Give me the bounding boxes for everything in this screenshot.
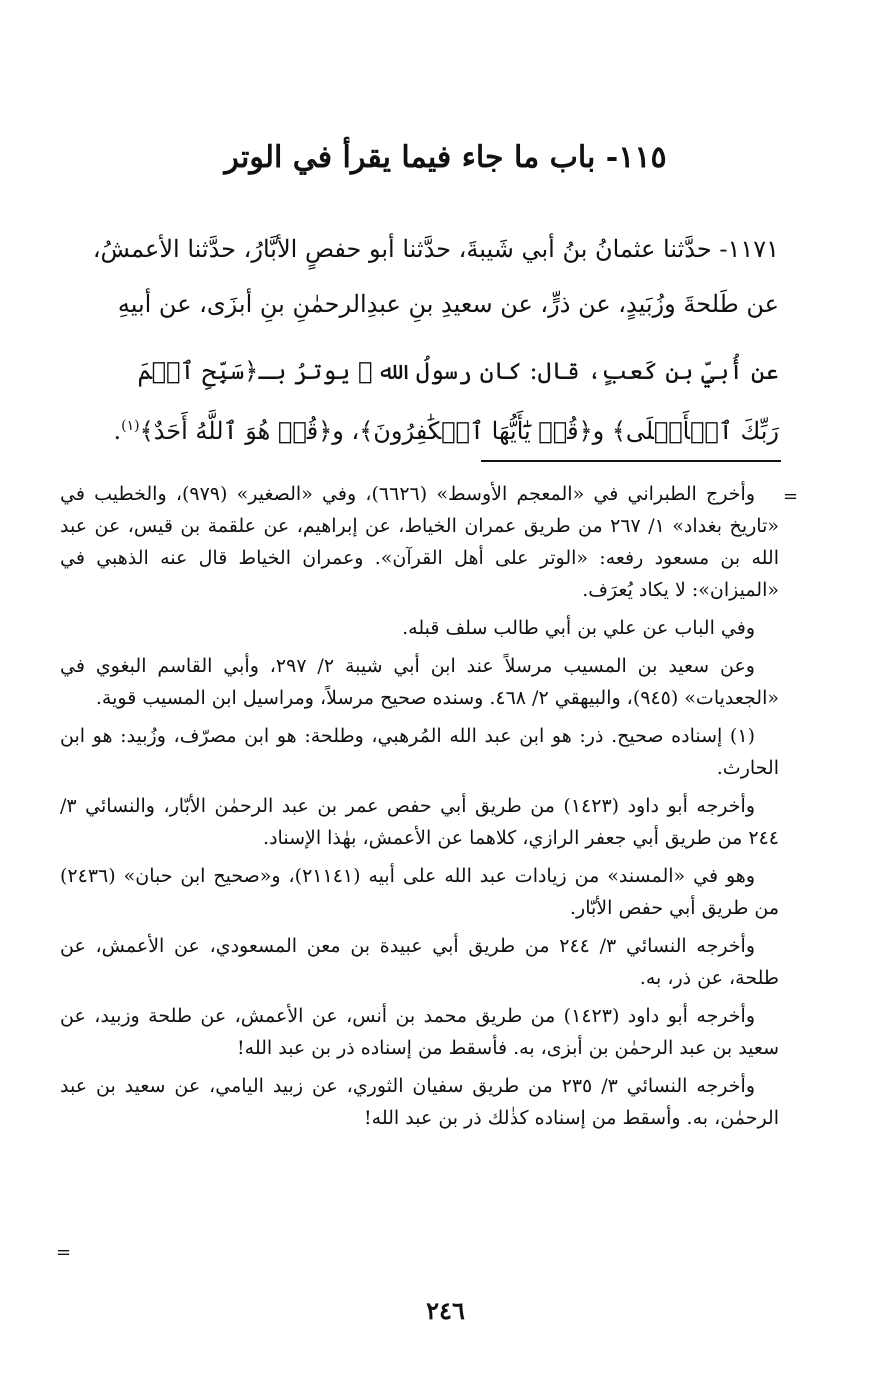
footnote-separator — [481, 460, 781, 462]
continuation-mark-bottom: = — [56, 1242, 72, 1263]
hadith-text — [60, 222, 779, 459]
hadith-line: ١١٧١- حدَّثنا عثمانُ بنُ أبي شَيبةَ، حدَّثنا أبو حفصٍ الأبَّارُ، حدَّثنا الأعمشُ، — [92, 235, 779, 263]
footnote-paragraph: وأخرجه أبو داود (١٤٢٣) من طريق محمد بن أنس، عن الأعمش، عن طلحة وزبيد، عن سعيد بن عبد الرحمٰن بن أبزى، به. فأسقط من إسناده ذر بن عبد الله! — [60, 1005, 779, 1059]
footnote-paragraph: وهو في «المسند» من زيادات عبد الله على أبيه (٢١١٤١)، و«صحيح ابن حبان» (٢٤٣٦) من طريق أبي حفص الأبّار. — [60, 865, 779, 919]
footnote-paragraph: وأخرجه أبو داود (١٤٢٣) من طريق أبي حفص عمر بن عبد الرحمٰن الأبّار، والنسائي ٣/ ٢٤٤ من طريق أبي جعفر الرازي، كلاهما عن الأعمش، بهٰذا الإسناد. — [60, 795, 779, 849]
chapter-title: ١١٥- باب ما جاء فيما يقرأ في الوتر — [224, 140, 667, 175]
footnote-paragraph: وأخرجه النسائي ٣/ ٢٤٤ من طريق أبي عبيدة بن معن المسعودي، عن الأعمش، عن طلحة، عن ذر، به. — [60, 935, 779, 989]
continuation-mark-top: = — [783, 486, 799, 507]
hadith-line-final — [60, 399, 779, 459]
footnotes — [60, 478, 779, 1140]
page-number: ٢٤٦ — [426, 1296, 465, 1325]
footnote-paragraph: (١) إسناده صحيح. ذر: هو ابن عبد الله المُرهبي، وطلحة: هو ابن مصرّف، وزُبيد: هو ابن الحارث. — [60, 725, 779, 779]
sentence-end: . — [113, 417, 122, 445]
hadith-line: رَبِّكَ ٱلۡأَعۡلَى﴾ و﴿قُلۡ يَٰٓأَيُّهَا ٱلۡكَٰفِرُونَ﴾، و﴿قُلۡ هُوَ ٱللَّهُ أَحَدٌ﴾ — [139, 417, 779, 445]
footnote-reference: (١) — [121, 418, 140, 434]
footnote-paragraph: وأخرج الطبراني في «المعجم الأوسط» (٦٦٢٦)، وفي «الصغير» (٩٧٩)، والخطيب في «تاريخ بغداد» ١/ ٢٦٧ من طريق عمران الخياط، عن إبراهيم، عن علقمة بن قيس، عن عبد الله بن مسعود رفعه: «الوتر على أهل القرآن». وعمران الخياط قال عنه الذهبي في «الميزان»: لا يكاد يُعرَف. — [60, 483, 779, 601]
hadith-line: عن أُبيِّ بن كَعبٍ، قال: كان رسولُ الله ﷺ يوترُ بـ﴿سَبِّحِ ٱسۡمَ — [137, 357, 779, 385]
hadith-line: عن طَلحةَ وزُبَيدٍ، عن ذرٍّ، عن سعيدِ بنِ عبدِالرحمٰنِ بنِ أبزَى، عن أبيهِ — [117, 290, 779, 318]
footnote-paragraph: وفي الباب عن علي بن أبي طالب سلف قبله. — [402, 617, 755, 639]
footnote-paragraph: وعن سعيد بن المسيب مرسلاً عند ابن أبي شيبة ٢/ ٢٩٧، وأبي القاسم البغوي في «الجعديات» (٩٤٥)، والبيهقي ٢/ ٤٦٨. وسنده صحيح مرسلاً، ومراسيل ابن المسيب قوية. — [60, 655, 779, 709]
footnote-paragraph: وأخرجه النسائي ٣/ ٢٣٥ من طريق سفيان الثوري، عن زبيد اليامي، عن سعيد بن عبد الرحمٰن، به. وأسقط من إسناده كذٰلك ذر بن عبد الله! — [60, 1075, 779, 1129]
